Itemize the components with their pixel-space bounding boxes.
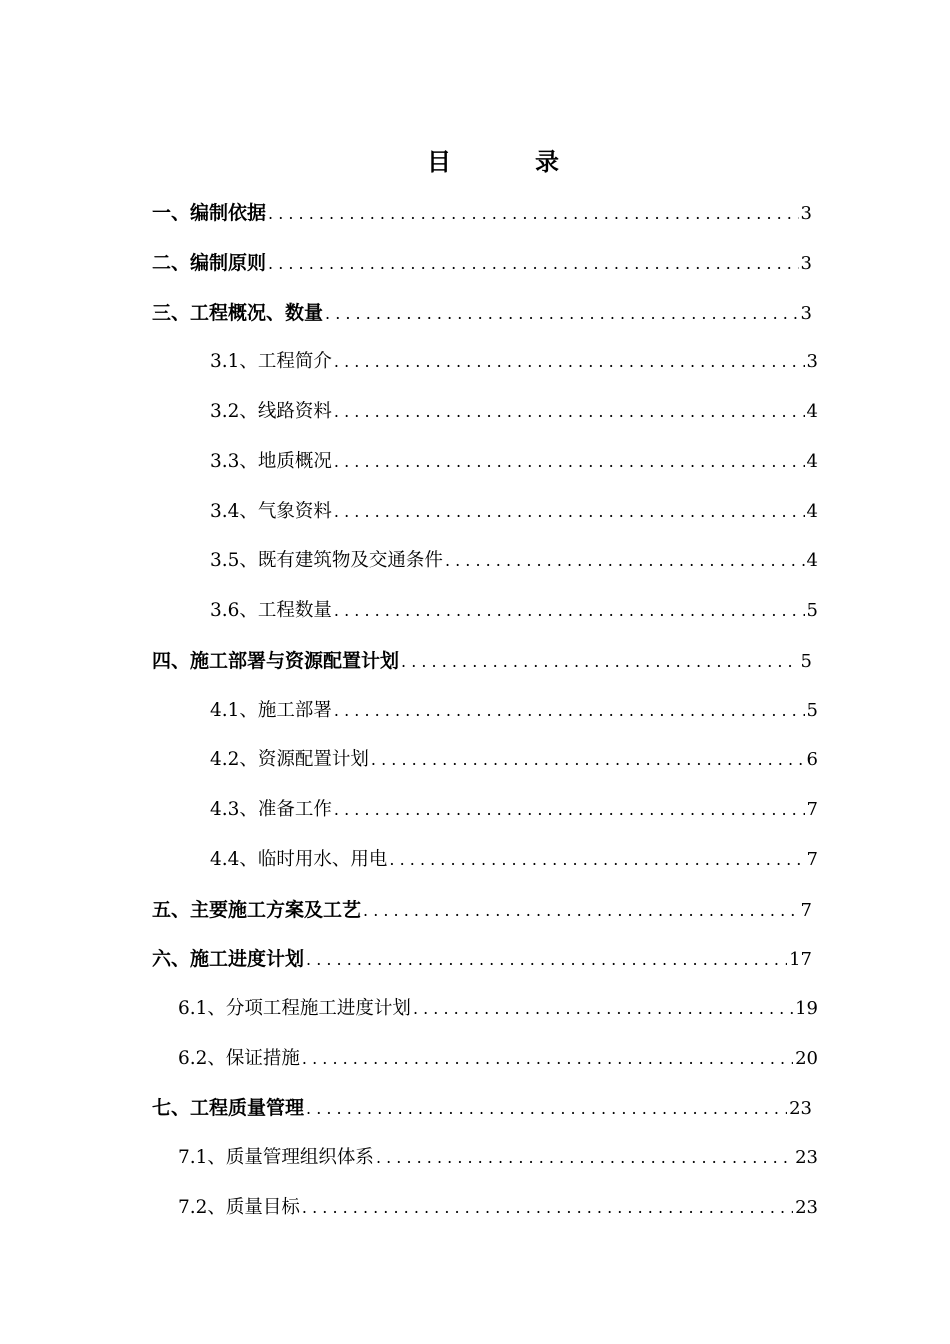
toc-leader-dots [363, 901, 799, 920]
toc-leader-dots [334, 352, 805, 371]
toc-leader-dots [401, 652, 799, 671]
toc-entry-label: 三、工程概况、数量 [152, 302, 324, 324]
toc-entry-label: 4.3、准备工作 [210, 799, 332, 820]
toc-entry-label: 3.2、线路资料 [210, 401, 332, 422]
toc-entry[interactable] [210, 696, 818, 726]
toc-entry[interactable] [178, 1143, 818, 1173]
toc-entry-page: 7 [806, 849, 818, 870]
toc-leader-dots [389, 850, 804, 869]
toc-entry-label: 4.1、施工部署 [210, 700, 332, 721]
toc-entry-label: 一、编制依据 [152, 202, 267, 224]
toc-entry[interactable] [152, 646, 812, 676]
toc-entry-label: 7.2、质量目标 [178, 1197, 300, 1218]
toc-entry-page: 7 [806, 799, 818, 820]
toc-entry[interactable] [152, 248, 812, 278]
toc-entry[interactable] [210, 447, 818, 477]
toc-entry-page: 5 [806, 700, 818, 721]
toc-entry-page: 19 [795, 998, 818, 1019]
toc-entry[interactable] [152, 198, 812, 228]
toc-entry-page: 20 [795, 1048, 818, 1069]
toc-leader-dots [302, 1198, 793, 1217]
toc-entry[interactable] [152, 298, 812, 328]
toc-entry-page: 4 [806, 550, 818, 571]
toc-entry-label: 3.3、地质概况 [210, 451, 332, 472]
toc-entry[interactable] [152, 1093, 812, 1123]
toc-leader-dots [268, 254, 799, 273]
toc-entry[interactable] [178, 1044, 818, 1074]
toc-entry-label: 4.4、临时用水、用电 [210, 849, 388, 870]
toc-entry-page: 3 [800, 203, 812, 224]
toc-leader-dots [268, 204, 799, 223]
toc-leader-dots [306, 1099, 787, 1118]
toc-entry[interactable] [210, 795, 818, 825]
toc-entry[interactable] [210, 845, 818, 875]
toc-entry[interactable] [152, 895, 812, 925]
toc-leader-dots [302, 1049, 793, 1068]
toc-entry-label: 3.5、既有建筑物及交通条件 [210, 550, 443, 571]
toc-leader-dots [334, 402, 805, 421]
toc-entry[interactable] [178, 994, 818, 1024]
toc-entry-label: 3.1、工程简介 [210, 351, 332, 372]
toc-entry-label: 六、施工进度计划 [152, 948, 305, 970]
toc-entry-page: 6 [806, 749, 818, 770]
page-title: 目 录 [427, 148, 589, 176]
toc-leader-dots [334, 800, 805, 819]
toc-entry-label: 4.2、资源配置计划 [210, 749, 369, 770]
toc-entry-page: 23 [795, 1147, 818, 1168]
toc-entry[interactable] [210, 397, 818, 427]
toc-leader-dots [371, 750, 805, 769]
toc-entry[interactable] [152, 944, 812, 974]
toc-entry-label: 五、主要施工方案及工艺 [152, 899, 362, 921]
toc-entry-label: 3.4、气象资料 [210, 501, 332, 522]
toc-entry-page: 5 [806, 600, 818, 621]
toc-entry-label: 四、施工部署与资源配置计划 [152, 650, 400, 672]
toc-entry[interactable] [210, 596, 818, 626]
toc-entry-label: 6.2、保证措施 [178, 1048, 300, 1069]
toc-leader-dots [413, 999, 793, 1018]
toc-entry-page: 4 [806, 451, 818, 472]
toc-leader-dots [445, 551, 805, 570]
toc-entry-page: 5 [800, 651, 812, 672]
toc-entry-label: 二、编制原则 [152, 252, 267, 274]
toc-entry-page: 3 [800, 303, 812, 324]
toc-entry-label: 3.6、工程数量 [210, 600, 332, 621]
toc-leader-dots [334, 601, 805, 620]
toc-entry-label: 6.1、分项工程施工进度计划 [178, 998, 411, 1019]
toc-entry[interactable] [210, 497, 818, 527]
toc-entry-page: 23 [795, 1197, 818, 1218]
toc-entry-label: 七、工程质量管理 [152, 1097, 305, 1119]
toc-leader-dots [334, 452, 805, 471]
toc-leader-dots [334, 502, 805, 521]
toc-entry-page: 4 [806, 401, 818, 422]
toc-entry[interactable] [210, 347, 818, 377]
toc-entry-page: 4 [806, 501, 818, 522]
toc-leader-dots [306, 950, 787, 969]
toc-leader-dots [334, 701, 805, 720]
toc-entry-label: 7.1、质量管理组织体系 [178, 1147, 374, 1168]
toc-entry-page: 7 [800, 900, 812, 921]
toc-leader-dots [325, 304, 799, 323]
toc-entry-page: 23 [789, 1098, 812, 1119]
toc-entry-page: 17 [789, 949, 812, 970]
toc-entry[interactable] [210, 745, 818, 775]
toc-entry[interactable] [178, 1193, 818, 1223]
toc-entry-page: 3 [800, 253, 812, 274]
toc-entry[interactable] [210, 546, 818, 576]
toc-leader-dots [376, 1148, 793, 1167]
toc-entry-page: 3 [806, 351, 818, 372]
